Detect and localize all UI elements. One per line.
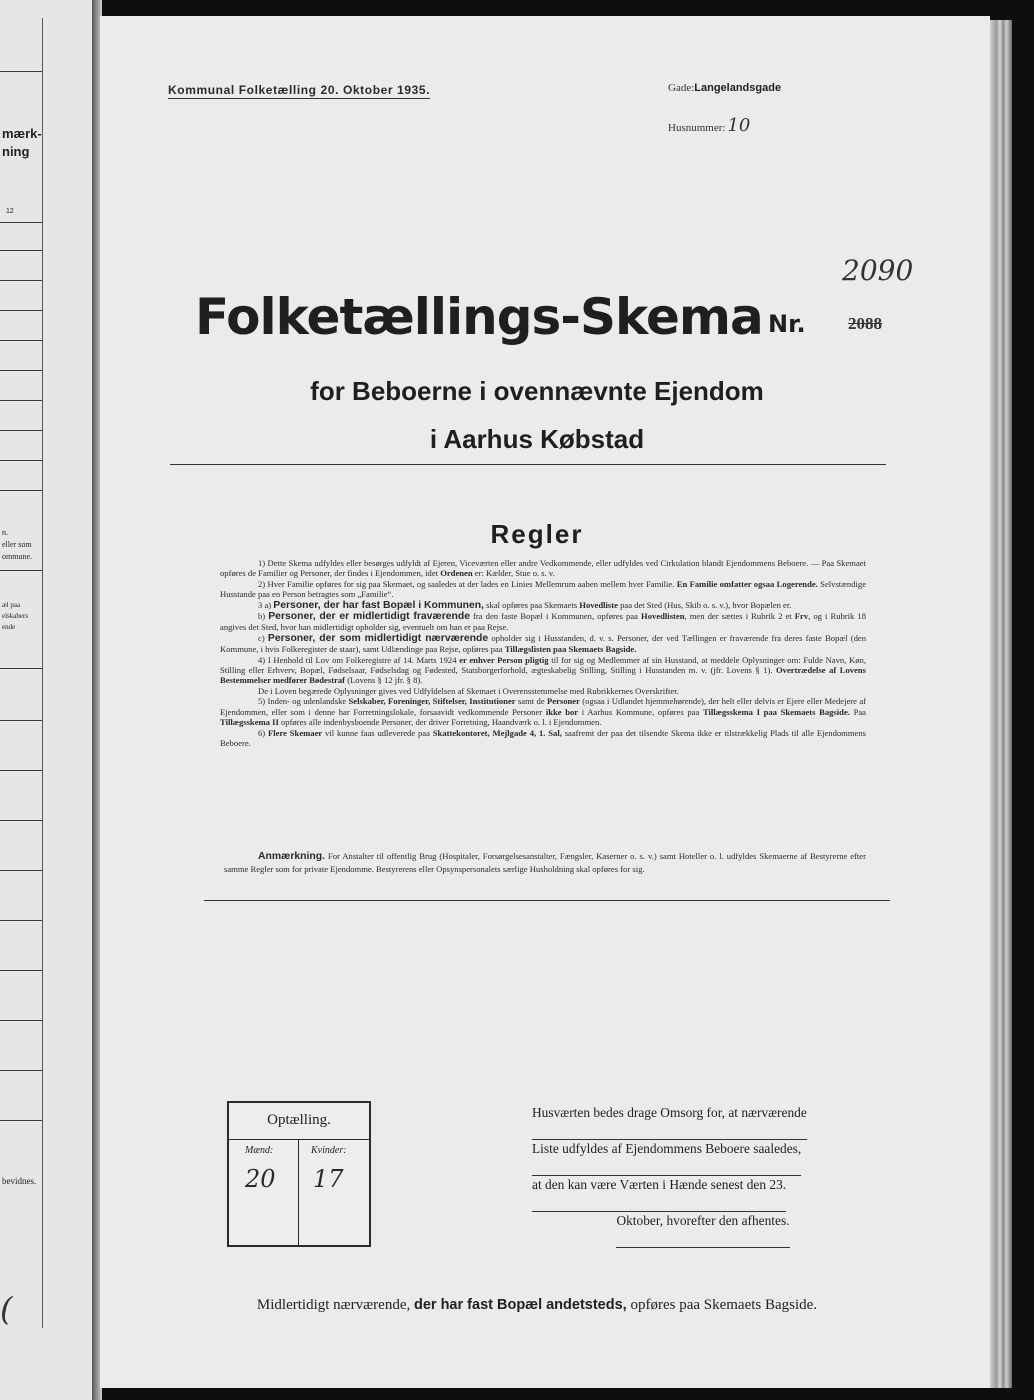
footer-emphasis: der har fast Bopæl andetsteds, [413, 1297, 627, 1313]
rule-text: Selvstændige Husstande paa en Person betragtes som „Familie“. [220, 578, 867, 600]
rule-text: (ogsaa i Udlandet hjemmehørende), der helt eller delvis er Ejere eller Medejere af Ejendommen, eller som i denne har Forretningslokale, forsaavidt vedkommende Personer [220, 696, 866, 717]
left-page-text: ommune. [2, 552, 32, 561]
rule-1 [220, 558, 866, 579]
left-page-text: ende [2, 623, 16, 631]
rule-text: er: Kælder, Stue o. s. v. [472, 568, 555, 579]
page-title: Folketællings-Skema [195, 288, 763, 346]
house-number-value: 10 [727, 115, 751, 136]
rule-text: 5) Inden- og udenlandske [258, 696, 349, 707]
ruled-line [0, 280, 42, 281]
remark-label: Anmærkning. [258, 851, 325, 862]
rule-text: c) [258, 632, 268, 643]
left-page-text: æl paa [2, 601, 21, 609]
ruled-line [0, 71, 42, 72]
rule-emphasis: Skattekontoret, Mejlgade 4, 1. Sal, [432, 727, 562, 738]
ruled-line [0, 668, 42, 669]
ruled-line [0, 820, 42, 821]
ruled-line [0, 1070, 42, 1071]
notice-line [532, 1104, 874, 1140]
page-edges [990, 20, 1012, 1388]
ruled-line [0, 430, 42, 431]
census-form-page [100, 16, 990, 1388]
count-title: Optælling. [267, 1112, 331, 1128]
notice-line [532, 1176, 874, 1212]
rule-emphasis: Personer, der som midlertidigt nærværende [267, 632, 489, 644]
street-row [668, 82, 781, 115]
rule-text: (Lovens § 12 jfr. § 8). [345, 675, 423, 686]
rule-text: , men der sættes i Rubrik 2 et [684, 611, 795, 622]
rule-emphasis: Flere Skemaer [268, 727, 323, 738]
rule-emphasis: er enhver Person pligtig [459, 654, 549, 665]
notice-line [532, 1212, 874, 1248]
remark-text: For Anstalter til offentlig Brug (Hospitaler, Forsørgelsesanstalter, Fængsler, Kaserner o. s. v.) samt Hoteller o. l. udfyldes Skemaerne af Bestyrerne efter samme Regler som for private Ejendomme. Bestyrerens eller Opsynspersonalets særlige Husholdning skal opføres for sig. [224, 851, 866, 874]
rule-text: til for sig og Medlemmer af sin Husstand, at meddele Oplysninger om: Fulde Navn, Køn, Stilling eller Erhverv, Bopæl, Fødselsaar, Fødselsdag og Fødested, Statsborgerforhold, ægteskabelig Stilling, Stilling i Husstanden m. v. (jfr. Lovens § 1). [220, 654, 867, 676]
women-count: 17 [313, 1165, 344, 1193]
rule-emphasis: Personer [547, 696, 580, 707]
rule-text: Paa [849, 706, 866, 717]
house-number-row [668, 115, 781, 148]
count-box-rule [229, 1139, 369, 1140]
rule-4-note [220, 686, 866, 696]
rule-emphasis: Ordenen [440, 568, 473, 579]
rules-text [220, 558, 866, 748]
rule-2 [220, 579, 866, 600]
men-label: Mænd: [245, 1145, 274, 1156]
handwritten-form-number: 2090 [842, 254, 914, 287]
rule-6 [220, 728, 866, 749]
ruled-line [0, 222, 42, 223]
left-page-text: elskabers [2, 612, 29, 620]
divider [170, 464, 886, 465]
rule-text: saafremt der paa det tilsendte Skema ikke er tilstrækkelig Plads til alle Ejendommens Beboere. [220, 727, 867, 748]
subtitle-residents: for Beboerne i ovennævnte Ejendom [310, 376, 764, 406]
ruled-line [0, 460, 42, 461]
left-page-margin-line [42, 18, 43, 1328]
street-value: Langelandsgade [694, 82, 782, 94]
street-label: Gade: [668, 82, 695, 94]
rule-text: 2) Hver Familie opføres for sig paa Skemaet, og saaledes at der lades en Linies Mellemrum aaben mellem hver Familie. [258, 578, 677, 589]
men-count: 20 [245, 1165, 276, 1193]
form-number-label: Nr. [768, 310, 806, 338]
notice-text: Liste udfyldes af Ejendommens Beboere saaledes, [532, 1140, 801, 1176]
ruled-line [0, 770, 42, 771]
left-page-text: eller som [2, 540, 32, 549]
rule-text: 1) Dette Skema udfyldes eller besørges udfyldt af Ejeren, Viceværten eller andre Vedkommende, eller udfyldes ved Cirkulation blandt Ejendommens Beboere. — Paa Skemaet opføres de Familier og Personer, der findes i Ejendommen, idet [220, 558, 866, 579]
rule-emphasis: En Familie omfatter ogsaa Logerende. [676, 578, 818, 589]
left-page-fragment [0, 0, 94, 1400]
rule-emphasis: Tillægslisten paa Skemaets Bagside. [504, 644, 637, 655]
struck-form-number: 2088 [848, 314, 882, 333]
ruled-line [0, 920, 42, 921]
count-box-rule [298, 1139, 299, 1245]
left-page-text: ning [2, 144, 30, 159]
rule-emphasis: Selskaber, Foreninger, Stiftelser, Institutioner [348, 696, 516, 707]
rule-3c [220, 633, 866, 655]
ruled-line [0, 1120, 42, 1121]
count-box [227, 1101, 371, 1247]
ruled-line [0, 720, 42, 721]
landlord-notice [532, 1104, 874, 1248]
address-block [668, 82, 781, 148]
handwritten-mark: ( [0, 1290, 13, 1328]
rule-text: 4) I Henhold til Lov om Folkeregistre af 14. Marts 1924 [258, 654, 460, 665]
notice-text: Husværten bedes drage Omsorg for, at nærværende [532, 1104, 807, 1140]
rule-emphasis: Tillægsskema I paa Skemaets Bagside. [702, 706, 850, 717]
ruled-line [0, 570, 42, 571]
ruled-line [0, 970, 42, 971]
rule-emphasis: Personer, der er midlertidigt fraværende [268, 611, 470, 623]
rule-text: fra den faste Bopæl i Kommunen, opføres paa [469, 611, 642, 622]
footer-instruction [92, 1297, 982, 1314]
rule-text: opholder sig i Husstanden, d. v. s. Personer, der ved Tællingen er fraværende fra deres faste Bopæl (den Kommune, i hvis Folkeregister de staar), samt Udlændinge paa Rejse, opføres paa [220, 632, 867, 655]
rule-5 [220, 696, 866, 727]
ruled-line [0, 490, 42, 491]
notice-text: Oktober, hvorefter den afhentes. [616, 1212, 789, 1248]
house-number-label: Husnummer: [668, 122, 726, 134]
rule-text: , og i Rubrik 18 angives det Sted, hvor han midlertidigt opholder sig, eventuelt om han er paa Rejse. [220, 611, 866, 633]
ruled-line [0, 250, 42, 251]
rule-text: skal opføres paa Skemaets [484, 599, 580, 610]
notice-text: at den kan være Værten i Hænde senest den 23. [532, 1176, 786, 1212]
ruled-line [0, 340, 42, 341]
subtitle-town: i Aarhus Købstad [429, 424, 645, 454]
rule-emphasis: Tillægsskema II [220, 717, 279, 728]
rule-emphasis: Frv [794, 611, 809, 622]
remark-paragraph [224, 850, 866, 875]
ruled-line [0, 370, 42, 371]
rule-text: 6) [258, 727, 268, 738]
rule-text: i Aarhus Kommune, opføres paa [578, 706, 703, 717]
rule-text: paa det Sted (Hus, Skib o. s. v.), hvor Bopælen er. [617, 599, 792, 610]
divider [204, 900, 890, 901]
ruled-line [0, 1020, 42, 1021]
rule-emphasis: Hovedliste [579, 599, 618, 610]
rule-3a [220, 600, 866, 611]
rule-text: b) [258, 611, 269, 622]
rule-emphasis: Personer, der har fast Bopæl i Kommunen, [273, 599, 485, 611]
rule-text: opføres alle indenbysboende Personer, der driver Forretning, Haandværk o. l. i Ejendommen. [278, 717, 602, 728]
ruled-line [0, 870, 42, 871]
census-header: Kommunal Folketælling 20. Oktober 1935. [168, 83, 431, 97]
rule-4 [220, 655, 866, 686]
rule-3b [220, 611, 866, 633]
left-page-column-number: 12 [6, 208, 14, 215]
rule-text: 3 a) [258, 599, 274, 610]
rule-emphasis: Hovedlisten [641, 611, 685, 622]
left-page-text: bevidnes. [2, 1176, 37, 1186]
notice-line [532, 1140, 874, 1176]
rule-emphasis: ikke bor [545, 706, 579, 717]
rule-text: samt de [515, 696, 547, 707]
left-page-text: mærk- [2, 126, 42, 141]
ruled-line [0, 400, 42, 401]
women-label: Kvinder: [311, 1145, 347, 1156]
left-page-text: n. [2, 528, 8, 537]
ruled-line [0, 310, 42, 311]
rule-text: De i Loven begærede Oplysninger gives ved Udfyldelsen af Skemaet i Overensstemmelse med Rubrikkernes Overskrifter. [258, 685, 679, 696]
footer-text: opføres paa Skemaets Bagside. [626, 1297, 818, 1313]
footer-text: Midlertidigt nærværende, [256, 1297, 414, 1313]
rule-emphasis: Overtrædelse af Lovens Bestemmelser medfører Bødestraf [220, 665, 866, 686]
rules-heading: Regler [490, 519, 584, 549]
rule-text: vil kunne faas udleverede paa [322, 727, 433, 738]
